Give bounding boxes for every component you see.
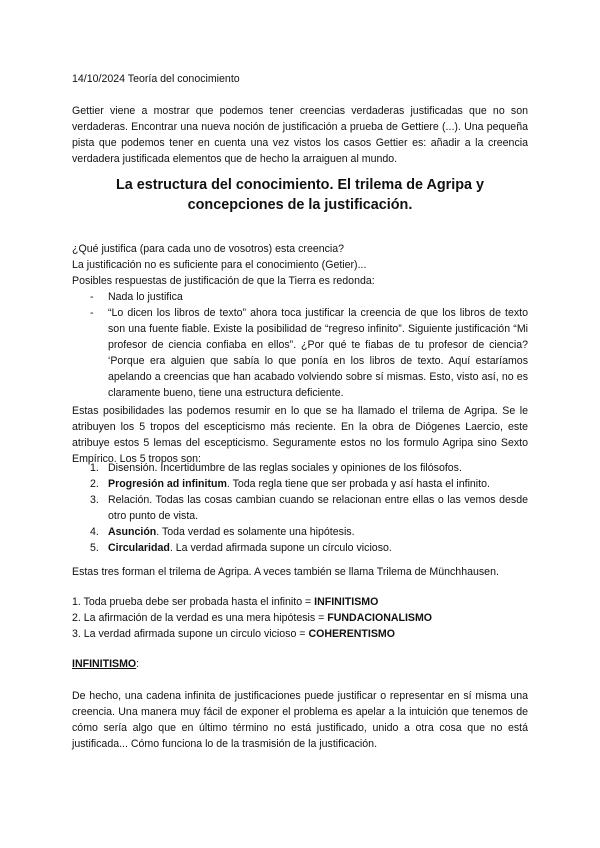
trope-term: Circularidad [108,542,170,554]
trope-item [72,460,528,476]
bullet-dash: - [90,291,94,303]
trope-description: . La verdad afirmada supone un círculo vicioso. [169,542,392,554]
trope-item [72,492,528,524]
section-heading-colon: : [136,658,140,670]
list-item [72,289,528,305]
document-title-line-2: concepciones de la justificación. [187,197,413,213]
position-label: COHERENTISMO [308,628,395,640]
trope-term: Progresión ad infinitum [108,478,227,490]
trope-item [72,524,528,540]
question-line: ¿Qué justifica (para cada uno de vosotros) esta creencia? [72,243,345,255]
trope-number: 4. [90,526,99,538]
trope-number: 1. [90,462,99,474]
position-line [72,626,528,642]
summary-paragraph: Estas posibilidades las podemos resumir en lo que se ha llamado el trilema de Agripa. Se le atribuyen los 5 tropos del escepticismo más reciente. En la obra de Diógenes Laercio, este atribuye estos 5 lemas del escepticismo. Seguramente estos no los formulo Agripa sino Sexto Empírico. Los 5 tropos son: [72,405,528,465]
list-item-text: “Lo dicen los libros de texto” ahora toca justificar la creencia de que los libros de texto son una fuente fiable. Existe la posibilidad de “regreso infinito”. Siguiente justificación “Mi profesor de ciencia confiaba en ellos”. ¿Por qué te fiabas de tu profesor de ciencia? ‘Porque era alguien que sabía lo que ponía en los libros de texto. Aquí estaríamos apelando a creencias que han acabado volviendo sobre sí mismas. Esto, visto así, no es claramente bueno, tiene una estructura deficiente. [108,307,528,399]
position-text: 1. Toda prueba debe ser probada hasta el infinito = [72,596,315,608]
date-line: 14/10/2024 Teoría del conocimiento [72,73,240,85]
list-item [72,305,528,401]
section-heading [72,656,528,672]
trope-item [72,476,528,492]
trilema-line: Estas tres forman el trilema de Agripa. A veces también se llama Trilema de Münchhausen. [72,566,499,578]
bullet-dash: - [90,307,94,319]
intro-paragraph: Gettier viene a mostrar que podemos tener creencias verdaderas justificadas que no son verdaderas. Encontrar una nueva noción de justificación a prueba de Gettiere (...). Una pequeña pista que podemos tener en cuenta una vez vistos los casos Gettier es: añadir a la creencia verdadera justificada elementos que de hecho la arraiguen al mundo. [72,105,528,165]
document-title-line-1: La estructura del conocimiento. El trilema de Agripa y [115,177,485,193]
trope-number: 2. [90,478,99,490]
trope-description: . Incertidumbre de las reglas sociales y opiniones de los filósofos. [154,462,462,474]
position-text: 3. La verdad afirmada supone un circulo vicioso = [72,628,309,640]
trope-number: 5. [90,542,99,554]
position-line [72,594,528,610]
question-line: La justificación no es suficiente para el conocimiento (Getier)... [72,259,367,271]
trope-description: . Toda regla tiene que ser probada y así hasta el infinito. [226,478,490,490]
trope-term: Disensión [108,462,155,474]
list-item-text: Nada lo justifica [108,291,183,303]
position-label: INFINITISMO [314,596,379,608]
position-text: 2. La afirmación de la verdad es una mera hipótesis = [72,612,328,624]
position-label: FUNDACIONALISMO [327,612,433,624]
trope-description: . Toda verdad es solamente una hipótesis. [156,526,355,538]
closing-paragraph: De hecho, una cadena infinita de justificaciones puede justificar o representar en sí misma una creencia. Una manera muy fácil de exponer el problema es apelar a la intuición que tenemos de cómo sería algo que en último término no está justificado, unido a otra cosa que no está justificada... Cómo funciona lo de la trasmisión de la justificación. [72,690,528,750]
question-line: Posibles respuestas de justificación de que la Tierra es redonda: [72,275,375,287]
section-heading-text: INFINITISMO [72,658,137,670]
trope-description: . Todas las cosas cambian cuando se relacionan entre ellas o las vemos desde otro punto de vista. [108,494,528,522]
position-line [72,610,528,626]
trope-term: Relación [108,494,150,506]
trope-term: Asunción [108,526,157,538]
trope-number: 3. [90,494,99,506]
trope-item [72,540,528,556]
